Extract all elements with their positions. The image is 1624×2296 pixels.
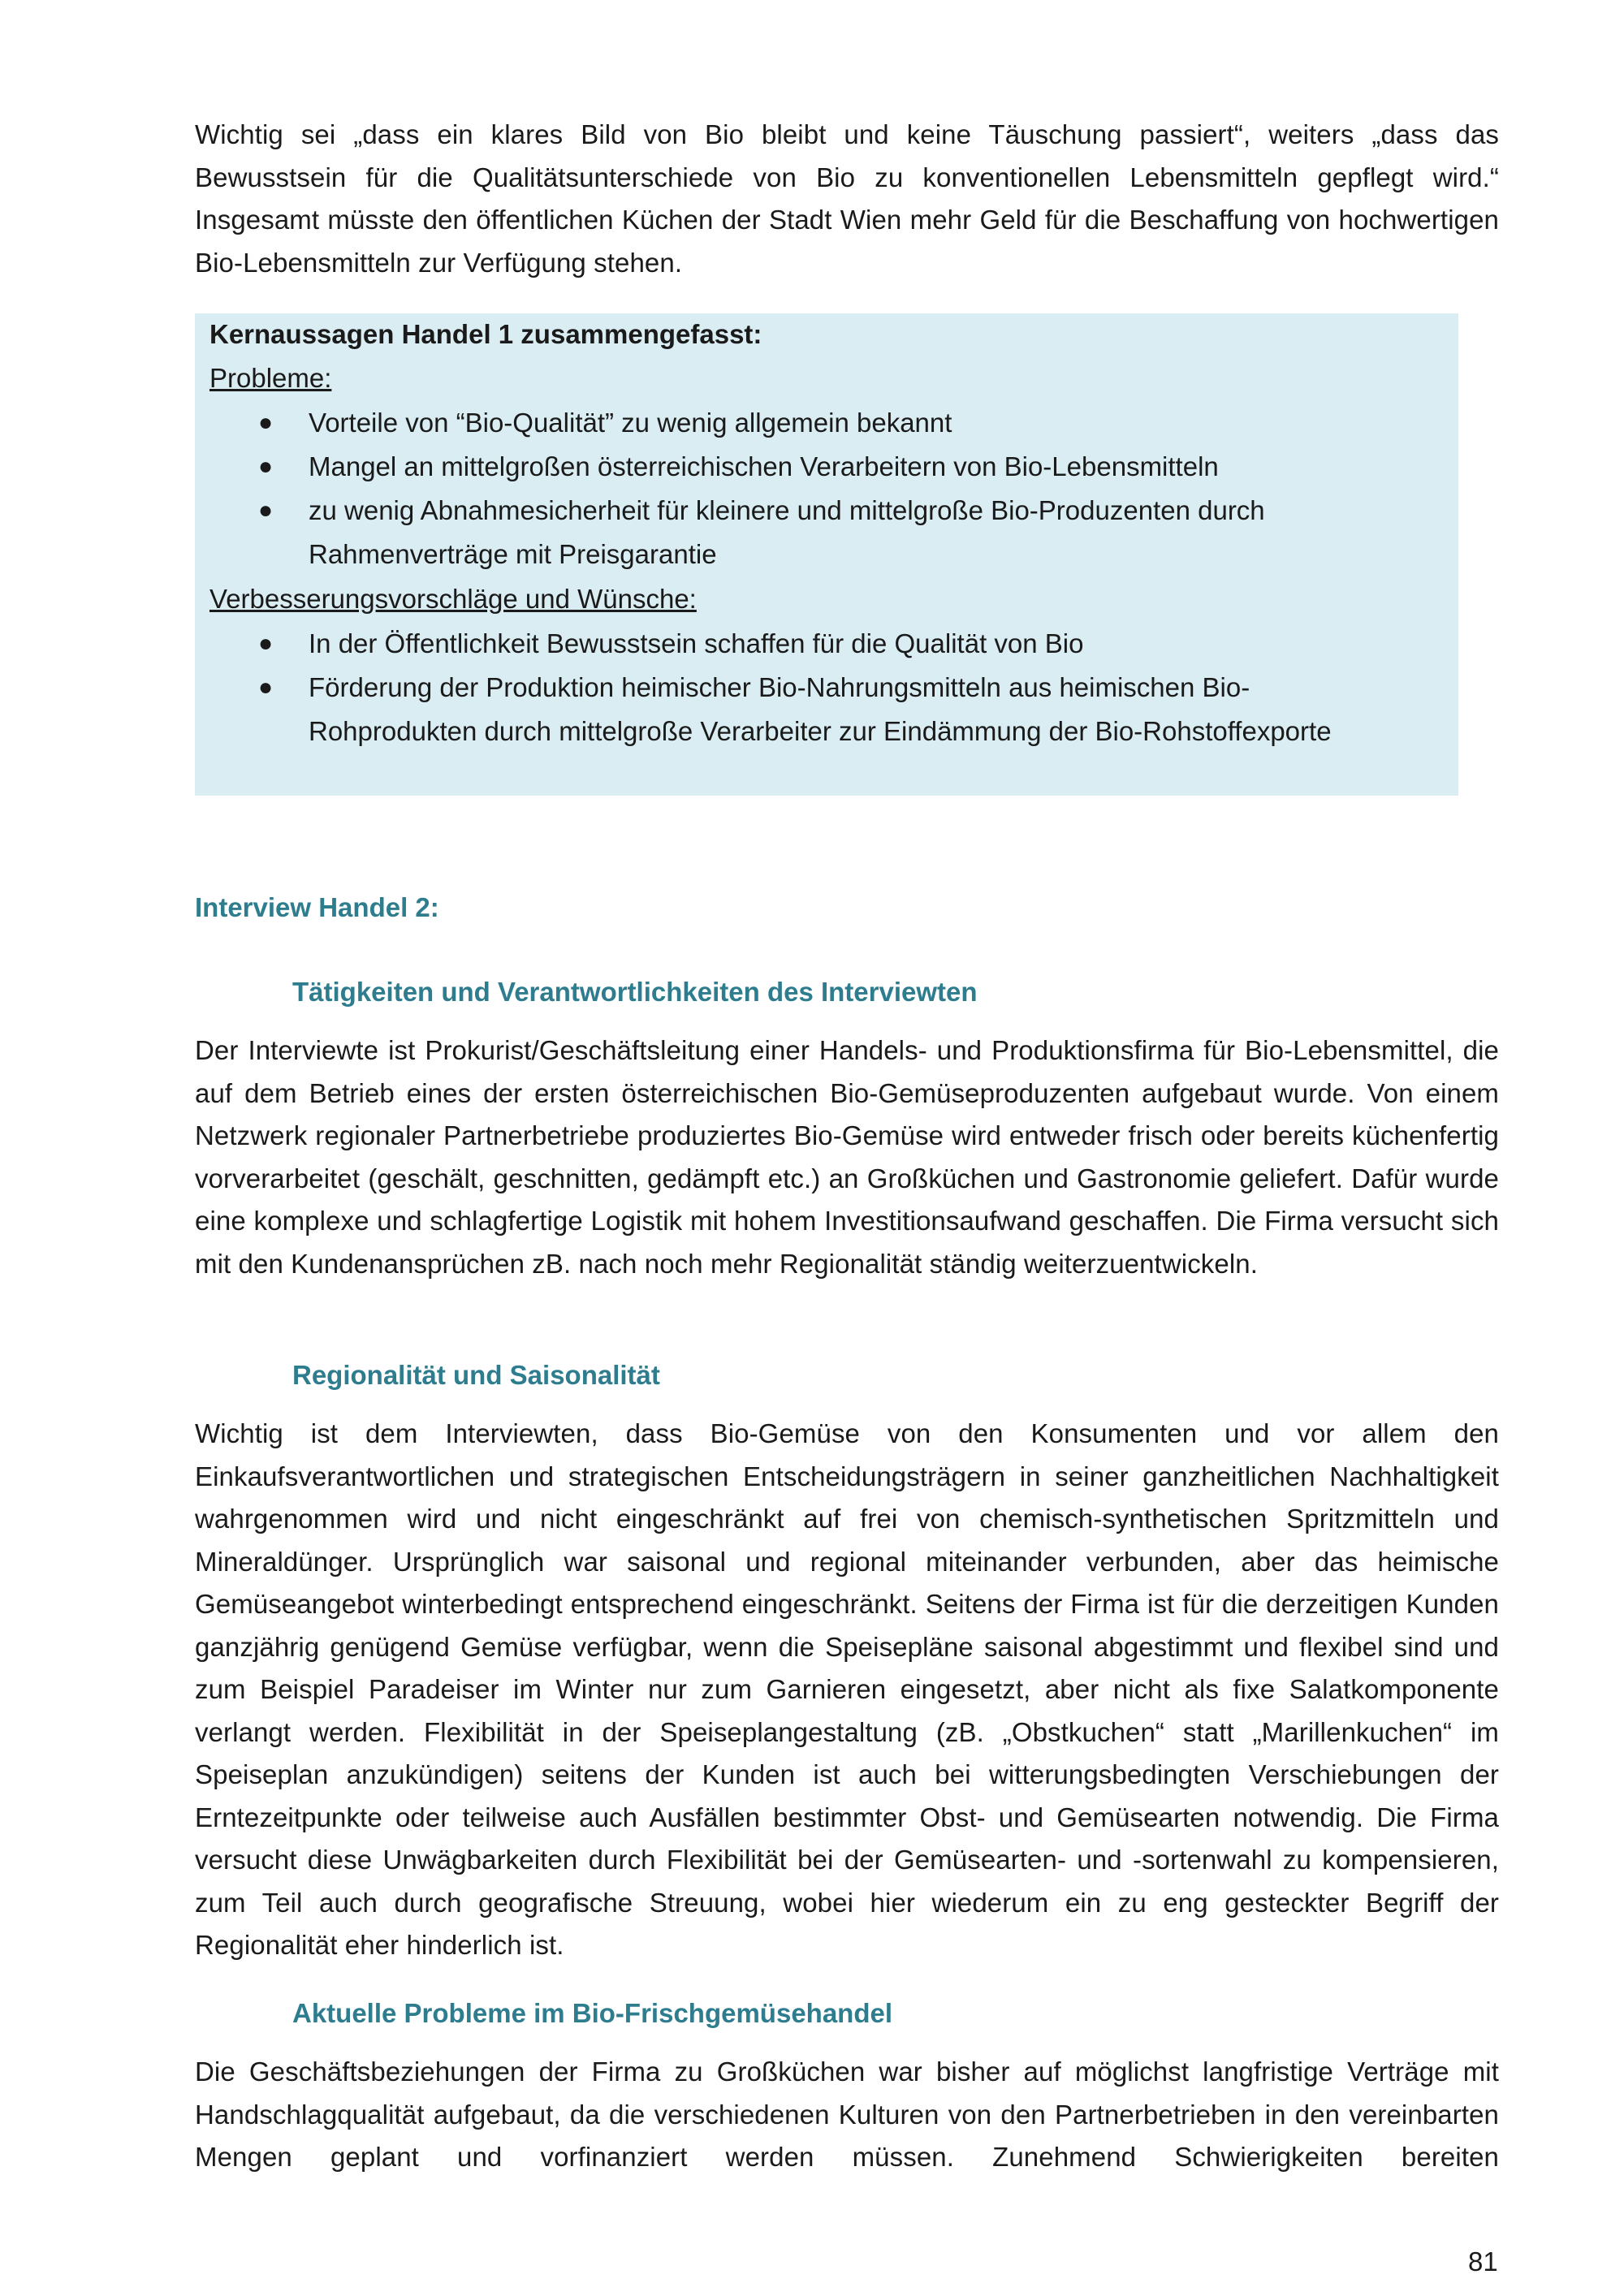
- problems-list: [195, 401, 1332, 576]
- summary-box-title: Kernaussagen Handel 1 zusammengefasst:: [209, 319, 762, 349]
- paragraph-regionalitaet: Wichtig ist dem Interviewten, dass Bio-Gemüse von den Konsumenten und vor allem den Einkaufsverantwortlichen und strategischen Entscheidungsträgern in seiner ganzheitlichen Nachhaltigkeit wahrgenommen wird und nicht eingeschränkt auf frei von chemisch-synthetischen Spritzmitteln und Mineraldünger. Ursprünglich war saisonal und regional miteinander verbunden, aber das heimische Gemüseangebot winterbedingt entsprechend eingeschränkt. Seitens der Firma ist für die derzeitigen Kunden ganzjährig genügend Gemüse verfügbar, wenn die Speisepläne saisonal abgestimmt und flexibel sind und zum Beispiel Paradeiser im Winter nur zum Garnieren eingesetzt, aber nicht als fixe Salatkomponente verlangt werden. Flexibilität in der Speiseplangestaltung (zB. „Obstkuchen“ statt „Marillenkuchen“ im Speiseplan anzukündigen) seitens der Kunden ist auch bei witterungsbedingten Verschiebungen der Erntezeitpunkte oder teilweise auch Ausfällen bestimmter Obst- und Gemüsearten notwendig. Die Firma versucht diese Unwägbarkeiten durch Flexibilität bei der Gemüsearten- und -sortenwahl zu kompensieren, zum Teil auch durch geografische Streuung, wobei hier wiederum ein zu eng gesteckter Begriff der Regionalität eher hinderlich ist.: [195, 1418, 1499, 1960]
- intro-paragraph: Wichtig sei „dass ein klares Bild von Bio bleibt und keine Täuschung passiert“, weiters „dass das Bewusstsein für die Qualitätsunterschiede von Bio zu konventionellen Lebensmitteln gepflegt wird.“ Insgesamt müsste den öffentlichen Küchen der Stadt Wien mehr Geld für die Beschaffung von hochwertigen Bio-Lebensmitteln zur Verfügung stehen.: [195, 119, 1499, 278]
- bullet-icon: ●: [258, 453, 274, 480]
- list-item: ● Mangel an mittelgroßen österreichischen Verarbeitern von Bio-Lebensmitteln: [195, 445, 1332, 489]
- bullet-icon: ●: [258, 674, 274, 701]
- list-item: ● zu wenig Abnahmesicherheit für kleinere und mittelgroße Bio-Produzenten durch Rahmenverträge mit Preisgarantie: [195, 489, 1332, 576]
- summary-box: [195, 313, 1458, 796]
- bullet-icon: ●: [258, 497, 274, 524]
- bullet-icon: ●: [258, 630, 274, 657]
- paragraph-taetigkeiten: Der Interviewte ist Prokurist/Geschäftsleitung einer Handels- und Produktionsfirma für Bio-Lebensmittel, die auf dem Betrieb eines der ersten österreichischen Bio-Gemüseproduzenten aufgebaut wurde. Von einem Netzwerk regionaler Partnerbetriebe produziertes Bio-Gemüse wird entweder frisch oder bereits küchenfertig vorverarbeitet (geschält, geschnitten, gedämpft etc.) an Großküchen und Gastronomie geliefert. Dafür wurde eine komplexe und schlagfertige Logistik mit hohem Investitionsaufwand geschaffen. Die Firma versucht sich mit den Kundenansprüchen zB. nach noch mehr Regionalität ständig weiterzuentwickeln.: [195, 1035, 1499, 1279]
- section-heading: Interview Handel 2:: [195, 892, 439, 922]
- suggestions-heading: Verbesserungsvorschläge und Wünsche:: [209, 584, 697, 614]
- list-item: ● Vorteile von “Bio-Qualität” zu wenig allgemein bekannt: [195, 401, 1332, 445]
- subsection-heading-taetigkeiten: Tätigkeiten und Verantwortlichkeiten des Interviewten: [292, 977, 978, 1007]
- list-item: ● In der Öffentlichkeit Bewusstsein schaffen für die Qualität von Bio: [195, 622, 1332, 666]
- suggestions-list: [195, 622, 1332, 753]
- page-number: 81: [1468, 2246, 1498, 2277]
- subsection-heading-probleme: Aktuelle Probleme im Bio-Frischgemüsehandel: [292, 1998, 893, 2028]
- problems-heading: Probleme:: [209, 363, 332, 393]
- paragraph-probleme: Die Geschäftsbeziehungen der Firma zu Großküchen war bisher auf möglichst langfristige Verträge mit Handschlagqualität aufgebaut, da die verschiedenen Kulturen von den Partnerbetrieben in den vereinbarten Mengen geplant und vorfinanziert werden müssen. Zunehmend Schwierigkeiten bereiten: [195, 2056, 1499, 2172]
- bullet-icon: ●: [258, 409, 274, 436]
- list-item: ● Förderung der Produktion heimischer Bio-Nahrungsmitteln aus heimischen Bio-Rohprodukten durch mittelgroße Verarbeiter zur Eindämmung der Bio-Rohstoffexporte: [195, 666, 1332, 753]
- subsection-heading-regionalitaet: Regionalität und Saisonalität: [292, 1360, 660, 1390]
